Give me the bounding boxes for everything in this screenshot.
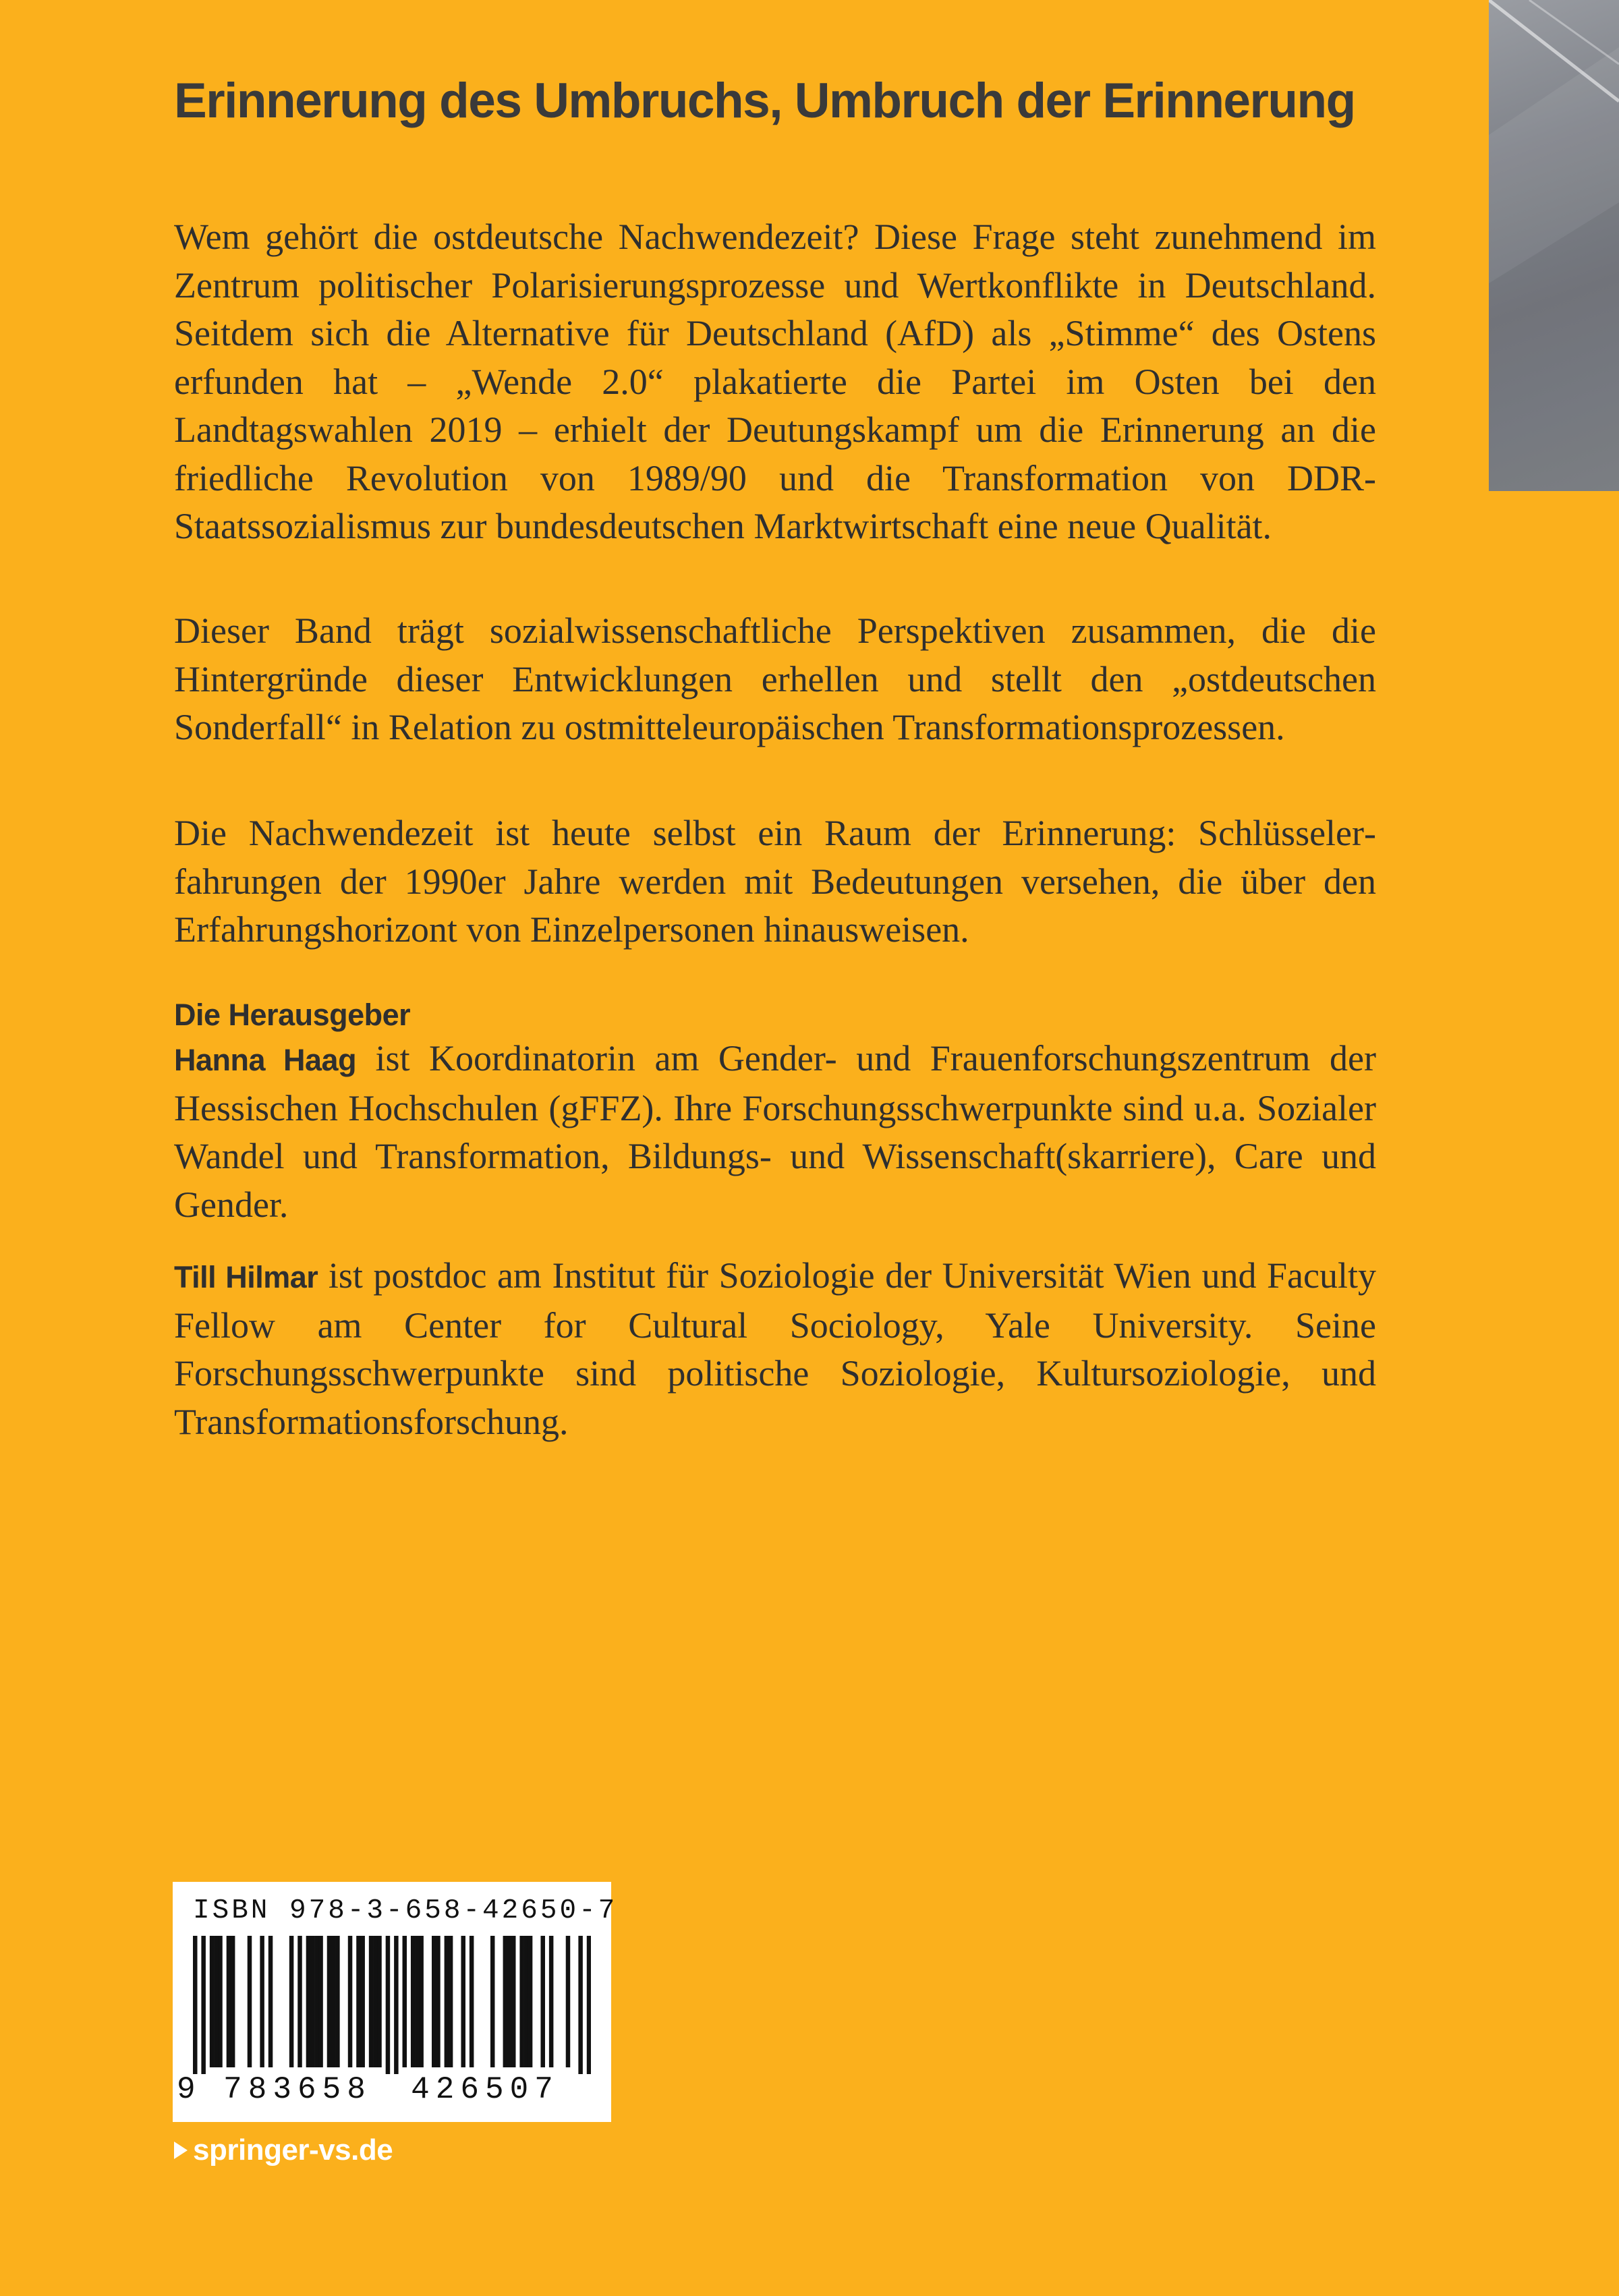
barcode-bar: [445, 1936, 449, 2067]
barcode-bar: [415, 1936, 420, 2067]
barcode-bar: [231, 1936, 235, 2067]
barcode-bar: [373, 1936, 378, 2067]
paragraph-text: Die Nachwendezeit ist heute selbst ein Raum der Erinnerung: Schlüsselerfahrungen der 1990er Jahre werden mit Bedeutungen versehen, die über den Erfahrungshorizont von Einzelpersonen hinausweisen.: [174, 813, 1376, 950]
triangle-arrow-icon: [174, 2142, 188, 2159]
barcode-bar: [369, 1936, 374, 2067]
barcode-bar: [461, 1936, 465, 2067]
barcode-bar: [214, 1936, 219, 2067]
barcode-bar: [335, 1936, 340, 2067]
barcode-bar: [578, 1936, 583, 2074]
barcode-bar: [227, 1936, 231, 2067]
barcode-bar: [566, 1936, 571, 2067]
barcode-bar: [248, 1936, 252, 2067]
editor-bio-text: ist postdoc am Institut für Soziologie der Universität Wien und Faculty Fellow am Center for Cultural Sociology, Yale University. Seine Forschungsschwerpunkte sind politische Soziologie, Kultursoziologie, und Transformationsforschung.: [174, 1255, 1376, 1442]
barcode-bar: [297, 1936, 302, 2067]
barcode-bar: [449, 1936, 453, 2067]
barcode-bar: [511, 1936, 516, 2067]
barcode-bar: [540, 1936, 545, 2067]
barcode-bar: [356, 1936, 361, 2067]
book-title: Erinnerung des Umbruchs, Umbruch der Erinnerung: [174, 74, 1355, 128]
barcode-bar: [470, 1936, 474, 2067]
paragraph-text: Dieser Band trägt sozialwissenschaftliche Perspektiven zusammen, die die Hintergründe dieser Entwicklungen erhellen und stellt den „ostdeutschen Sonderfall“ in Relation zu ostmitteleuropäischen Transformationsprozessen.: [174, 610, 1376, 747]
barcode-bar: [432, 1936, 436, 2067]
editors-heading: Die Herausgeber: [174, 998, 411, 1032]
editor-bio-text: ist Koordinatorin am Gender- und Frauenforschungszentrum der Hessischen Hochschulen (gFFZ). Ihre Forschungsschwerpunkte sind u.a. Sozialer Wandel und Transformation, Bildungs- und Wissenschaft(skarriere), Care und Gender.: [174, 1038, 1376, 1225]
barcode-bar: [289, 1936, 294, 2067]
isbn-barcode-box: [173, 1882, 618, 2122]
barcode-bar: [193, 1936, 198, 2074]
barcode-bar: [507, 1936, 512, 2067]
description-paragraph-2: [174, 607, 1376, 752]
barcode-bar: [394, 1936, 399, 2074]
barcode-bar: [210, 1936, 215, 2067]
barcode-bar: [268, 1936, 273, 2067]
description-paragraph-1: [174, 213, 1376, 551]
barcode-bar: [360, 1936, 365, 2067]
barcode-bar: [524, 1936, 529, 2067]
barcode-bar: [587, 1936, 591, 2074]
barcode-bar: [403, 1936, 407, 2067]
barcode-bar: [490, 1936, 495, 2067]
barcode-bar: [419, 1936, 424, 2067]
barcode-bar: [519, 1936, 524, 2067]
description-paragraph-3: [174, 809, 1376, 954]
barcode-bar: [348, 1936, 353, 2067]
barcode-bar: [327, 1936, 332, 2067]
publisher-website-link[interactable]: [174, 2130, 393, 2171]
barcode-bar: [331, 1936, 336, 2067]
barcode-bar: [314, 1936, 319, 2067]
corner-lines-graphic: [1489, 0, 1619, 491]
ean-digits: [173, 2071, 611, 2111]
barcode-graphic: [193, 1936, 591, 2074]
barcode-bar: [201, 1936, 206, 2074]
publisher-website-text: springer-vs.de: [193, 2133, 393, 2166]
ean-right-digits: 426507: [411, 2072, 559, 2107]
paragraph-text: Wem gehört die ostdeutsche Nachwendezeit? Diese Frage steht zunehmend im Zentrum politischer Polarisierungsprozesse und Wertkonflikte in Deutschland. Seitdem sich die Alternative für Deutschland (AfD) als „Stimme“ des Ostens erfunden hat – „Wende 2.0“ plakatierte die Partei im Osten bei den Landtagswahlen 2019 – erhielt der Deutungskampf um die Erinnerung an die friedliche Revolution von 1989/90 und die Transformation von DDR-Staatssozialismus zur bundesdeutschen Marktwirtschaft eine neue Qualität.: [174, 217, 1376, 546]
corner-decorative-panel: [1489, 0, 1619, 491]
editor-bio-till-hilmar: [174, 1252, 1376, 1446]
isbn-label: ISBN 978-3-658-42650-7: [193, 1895, 618, 1926]
barcode-bar: [503, 1936, 508, 2067]
barcode-bar: [310, 1936, 315, 2067]
ean-left-digits: 783658: [223, 2072, 372, 2107]
editor-name: Hanna Haag: [174, 1043, 357, 1077]
barcode-bar: [386, 1936, 391, 2074]
barcode-bar: [528, 1936, 533, 2067]
barcode-bar: [411, 1936, 416, 2067]
editor-name: Till Hilmar: [174, 1260, 318, 1294]
barcode-bar: [318, 1936, 323, 2067]
editor-bio-hanna-haag: [174, 1035, 1376, 1229]
barcode-bar: [260, 1936, 264, 2067]
barcode-bar: [306, 1936, 311, 2067]
ean-first-digit: 9: [177, 2072, 196, 2107]
barcode-bar: [218, 1936, 223, 2067]
barcode-bar: [377, 1936, 382, 2067]
barcode-bar: [549, 1936, 554, 2067]
barcode-bar: [436, 1936, 441, 2067]
